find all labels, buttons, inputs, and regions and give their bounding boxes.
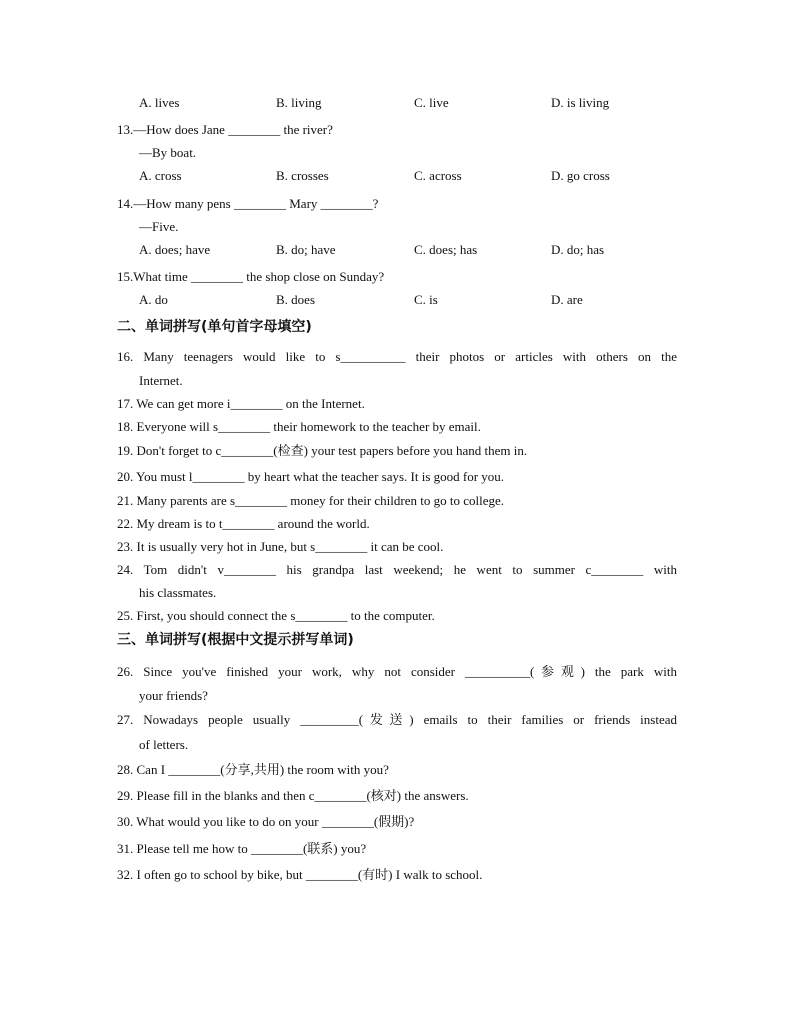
q15-options bbox=[139, 292, 679, 308]
q13-options bbox=[139, 168, 679, 184]
q15-option-b: B. does bbox=[276, 292, 315, 307]
q21: 21. Many parents are s________ money for their children to go to college. bbox=[117, 493, 505, 508]
q22: 22. My dream is to t________ around the world. bbox=[117, 516, 370, 531]
q26-line1: 26. Since you've finished your work, why not consider __________(参观) the park with bbox=[117, 664, 677, 679]
q12-options bbox=[139, 95, 679, 111]
q26-line2: your friends? bbox=[139, 688, 208, 703]
q14-option-d: D. do; has bbox=[551, 242, 605, 257]
q15-option-d: D. are bbox=[551, 292, 583, 307]
q14-option-a: A. does; have bbox=[139, 242, 211, 257]
section-3-title: 三、单词拼写(根据中文提示拼写单词) bbox=[117, 632, 354, 648]
q23: 23. It is usually very hot in June, but s________ it can be cool. bbox=[117, 539, 444, 554]
q25: 25. First, you should connect the s________ to the computer. bbox=[117, 608, 435, 623]
q28: 28. Can I ________(分享,共用) the room with you? bbox=[117, 762, 389, 777]
q15-option-a: A. do bbox=[139, 292, 168, 307]
q17: 17. We can get more i________ on the Internet. bbox=[117, 396, 365, 411]
q19: 19. Don't forget to c________(检查) your test papers before you hand them in. bbox=[117, 443, 528, 458]
q15-option-c: C. is bbox=[414, 292, 438, 307]
q12-option-b: B. living bbox=[276, 95, 322, 110]
q14-question: 14.—How many pens ________ Mary ________? bbox=[117, 196, 379, 211]
q16-line1: 16. Many teenagers would like to s__________ their photos or articles with others on the bbox=[117, 349, 677, 364]
q27-line1: 27. Nowadays people usually _________(发送) emails to their families or friends instead bbox=[117, 712, 677, 727]
q13-question: 13.—How does Jane ________ the river? bbox=[117, 122, 333, 137]
q24-line2: his classmates. bbox=[139, 585, 217, 600]
section-2-title: 二、单词拼写(单句首字母填空) bbox=[117, 319, 312, 335]
q24-line1: 24. Tom didn't v________ his grandpa last weekend; he went to summer c________ with bbox=[117, 562, 677, 577]
q18: 18. Everyone will s________ their homework to the teacher by email. bbox=[117, 419, 481, 434]
q30: 30. What would you like to do on your ________(假期)? bbox=[117, 814, 415, 829]
q12-option-d: D. is living bbox=[551, 95, 610, 110]
q32: 32. I often go to school by bike, but ________(有时) I walk to school. bbox=[117, 867, 483, 882]
q13-option-b: B. crosses bbox=[276, 168, 329, 183]
q29: 29. Please fill in the blanks and then c________(核对) the answers. bbox=[117, 788, 469, 803]
q14-option-b: B. do; have bbox=[276, 242, 336, 257]
q13-answer-line: —By boat. bbox=[139, 145, 197, 160]
q14-option-c: C. does; has bbox=[414, 242, 478, 257]
q20: 20. You must l________ by heart what the teacher says. It is good for you. bbox=[117, 469, 505, 484]
q31: 31. Please tell me how to ________(联系) you? bbox=[117, 841, 367, 856]
q12-option-c: C. live bbox=[414, 95, 449, 110]
q15-question: 15.What time ________ the shop close on Sunday? bbox=[117, 269, 385, 284]
q14-answer-line: —Five. bbox=[139, 219, 179, 234]
q12-option-a: A. lives bbox=[139, 95, 180, 110]
q27-line2: of letters. bbox=[139, 737, 189, 752]
q14-options bbox=[139, 242, 679, 258]
q13-option-a: A. cross bbox=[139, 168, 182, 183]
q16-line2: Internet. bbox=[139, 373, 183, 388]
q13-option-c: C. across bbox=[414, 168, 462, 183]
q13-option-d: D. go cross bbox=[551, 168, 610, 183]
